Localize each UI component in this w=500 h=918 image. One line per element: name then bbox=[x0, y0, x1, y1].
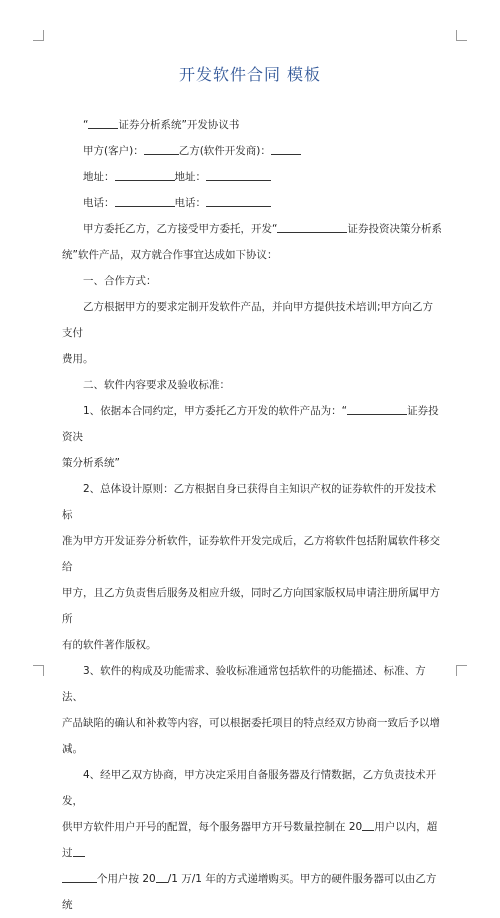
item-2-text: 2、总体设计原则：乙方根据自身已获得自主知识产权的证券软件的开发技术标 bbox=[62, 483, 437, 521]
blank-line bbox=[144, 142, 179, 155]
address-line: 地址： 地址： bbox=[62, 164, 442, 190]
item-4-text-line-3: 个用户按 20 /1 万/1 年的方式递增购买。甲方的硬件服务器可以由乙方统 bbox=[62, 866, 442, 918]
blank-line bbox=[271, 142, 301, 155]
blank-line bbox=[362, 818, 374, 831]
item-2-text-line-2: 准为甲方开发证券分析软件，证券软件开发完成后，乙方将软件包括附属软件移交给 bbox=[62, 535, 440, 573]
crop-mark-bottom-right bbox=[456, 665, 467, 676]
section-1-heading: 一、合作方式： bbox=[83, 275, 157, 287]
item-3-text: 3、软件的构成及功能需求、验收标准通常包括软件的功能描述、标准、方法、 bbox=[62, 665, 426, 703]
phone-line: 电话： 电话： bbox=[62, 190, 442, 216]
blank-line bbox=[156, 870, 168, 883]
blank-line bbox=[73, 844, 85, 857]
blank-line bbox=[115, 194, 175, 207]
crop-mark-top-left bbox=[33, 30, 44, 41]
blank-line bbox=[277, 220, 347, 233]
intro-paragraph: 甲方委托乙方，乙方接受甲方委托，开发“ 证券投资决策分析系 bbox=[62, 216, 442, 242]
intro-paragraph-continued: 统”软件产品，双方就合作事宜达成如下协议： bbox=[62, 249, 278, 261]
item-2-text-line-4: 有的软件著作版权。 bbox=[62, 639, 157, 651]
item-4-text-line-2: 供甲方软件用户开号的配置，每个服务器甲方开号数量控制在 20 用户以内，超过 bbox=[62, 814, 442, 866]
document-body bbox=[62, 112, 442, 918]
crop-mark-top-right bbox=[456, 30, 467, 41]
item-1-text: 1、依据本合同约定，甲方委托乙方开发的软件产品为：“ 证券投资决 bbox=[62, 398, 442, 450]
parties-line: 甲方(客户)： 乙方(软件开发商)： bbox=[62, 138, 442, 164]
item-2-text-line-3: 甲方，且乙方负责售后服务及相应升级，同时乙方向国家版权局申请注册所属甲方所 bbox=[62, 587, 440, 625]
document-title: 开发软件合同 模板 bbox=[178, 65, 322, 84]
section-1-text: 乙方根据甲方的要求定制开发软件产品，并向甲方提供技术培训;甲方向乙方支付 bbox=[62, 301, 434, 339]
section-2-heading: 二、软件内容要求及验收标准： bbox=[83, 379, 230, 391]
item-1-text-continued: 策分析系统” bbox=[62, 457, 120, 469]
agreement-heading: “ 证券分析系统”开发协议书 bbox=[62, 112, 442, 138]
crop-mark-bottom-left bbox=[33, 665, 44, 676]
blank-line bbox=[347, 402, 407, 415]
section-1-text-continued: 费用。 bbox=[62, 353, 94, 365]
item-4-text: 4、经甲乙双方协商，甲方决定采用自备服务器及行情数据，乙方负责技术开发， bbox=[62, 769, 437, 807]
blank-line bbox=[206, 168, 271, 181]
blank-line bbox=[88, 116, 118, 129]
blank-line bbox=[115, 168, 175, 181]
blank-line bbox=[206, 194, 271, 207]
item-3-text-continued: 产品缺陷的确认和补救等内容，可以根据委托项目的特点经双方协商一致后予以增减。 bbox=[62, 717, 440, 755]
blank-line bbox=[62, 870, 97, 883]
